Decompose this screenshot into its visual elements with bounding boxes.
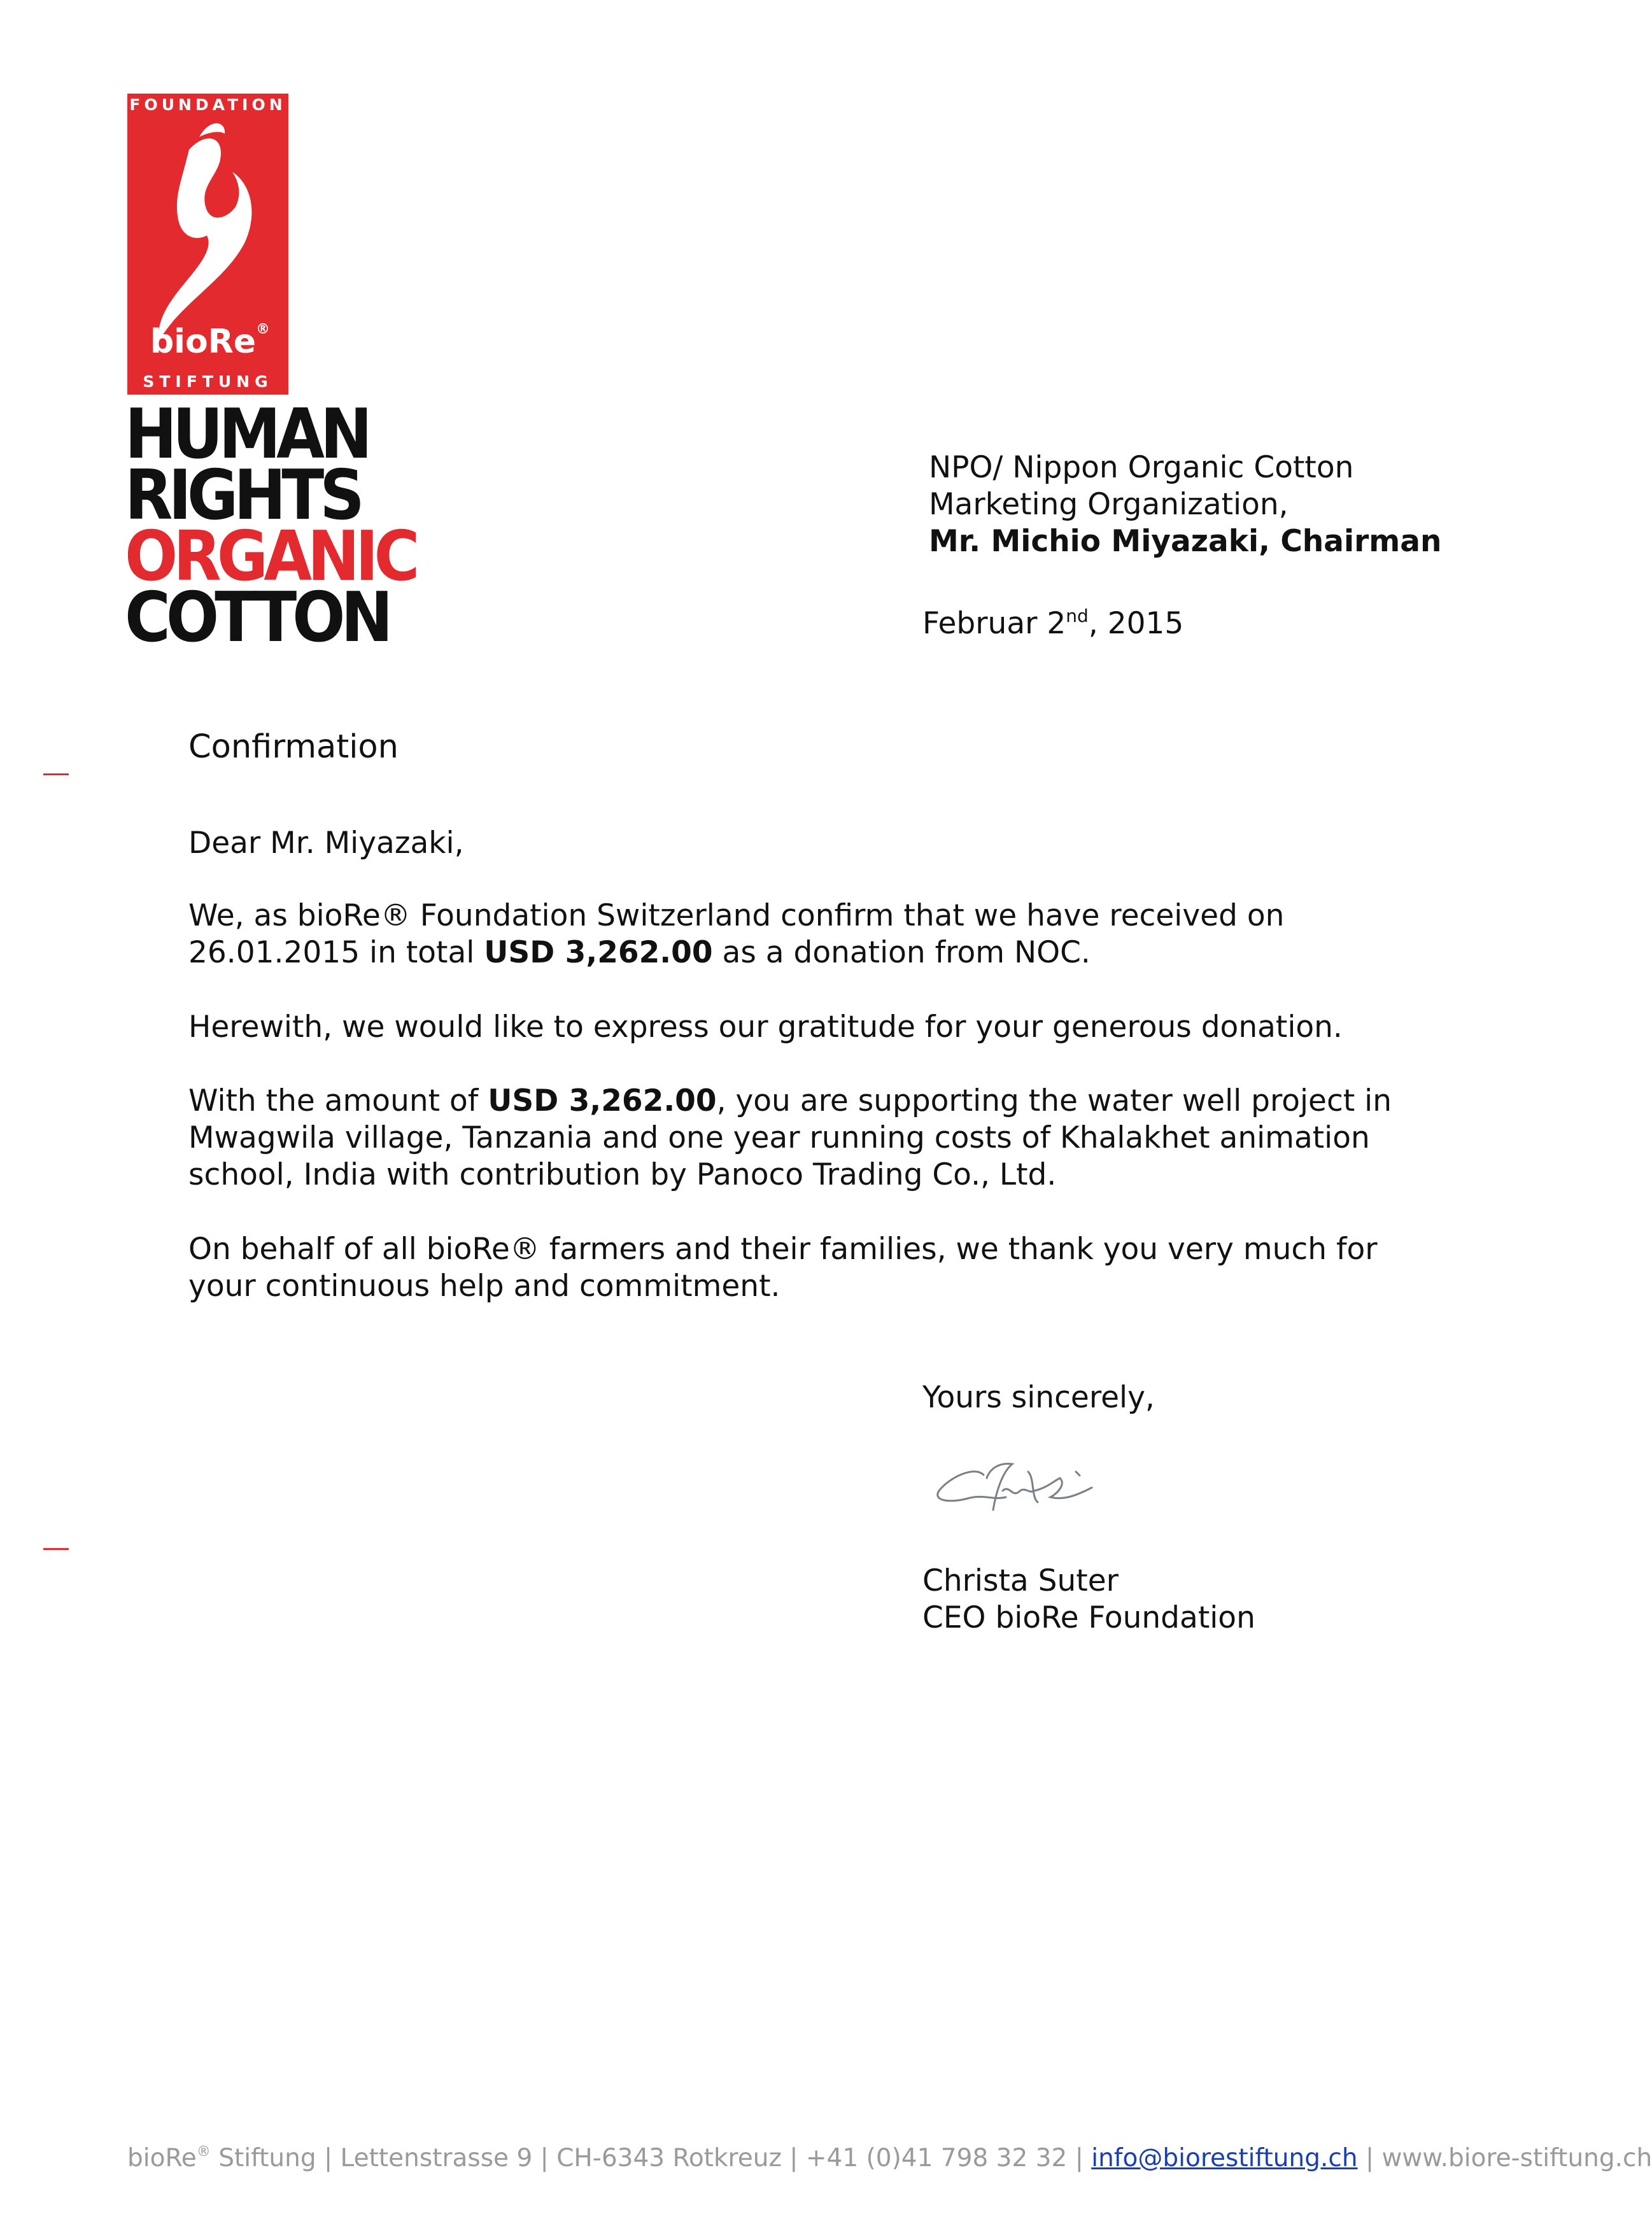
footer-email-link[interactable]: info@biorestiftung.ch bbox=[1091, 2144, 1358, 2173]
paragraph-gratitude: Herewith, we would like to express our gratitude for your generous donation. bbox=[188, 1010, 1343, 1045]
footer: bioRe® Stiftung | Lettenstrasse 9 | CH-6343 Rotkreuz | +41 (0)41 798 32 32 | info@biorestiftung.ch | www.biore-stiftung.ch bbox=[127, 2144, 1652, 2173]
recipient-line-3: Mr. Michio Miyazaki, Chairman bbox=[929, 524, 1442, 559]
letter-subject: Confirmation bbox=[188, 728, 399, 766]
paragraph-thanks: On behalf of all bioRe® farmers and their families, we thank you very much for your continuous help and commitment. bbox=[188, 1232, 1378, 1304]
donation-amount: USD 3,262.00 bbox=[484, 935, 713, 970]
letter-date: Februar 2nd, 2015 bbox=[922, 605, 1184, 641]
signature bbox=[923, 1453, 1108, 1523]
logo-brand: bioRe® bbox=[150, 321, 271, 361]
recipient-address bbox=[929, 449, 1502, 560]
paragraph-projects: With the amount of USD 3,262.00, you are supporting the water well project in Mwagwila village, Tanzania and one year running costs of Khalakhet animation school, India with contribution by Panoco Trading Co., Ltd. bbox=[188, 1083, 1392, 1192]
closing: Yours sincerely, bbox=[922, 1380, 1155, 1415]
logo-word-cotton: COTTON bbox=[125, 577, 389, 658]
donation-amount-2: USD 3,262.00 bbox=[488, 1083, 717, 1118]
salutation: Dear Mr. Miyazaki, bbox=[188, 826, 464, 861]
logo-word-human: HUMAN bbox=[125, 394, 368, 475]
logo-word-organic: ORGANIC bbox=[125, 516, 416, 597]
signer-title: CEO bioRe Foundation bbox=[922, 1600, 1255, 1635]
logo-word-rights: RIGHTS bbox=[125, 455, 360, 536]
recipient-line-1: NPO/ Nippon Organic Cotton bbox=[929, 450, 1354, 485]
logo-stiftung-text: STIFTUNG bbox=[143, 372, 273, 391]
fold-mark-bottom bbox=[43, 1548, 69, 1550]
fold-mark-top bbox=[43, 773, 69, 775]
paragraph-confirmation: We, as bioRe® Foundation Switzerland confirm that we have received on 26.01.2015 in total USD 3,262.00 as a donation from NOC. bbox=[188, 898, 1285, 970]
logo-foundation-text: FOUNDATION bbox=[129, 95, 286, 114]
recipient-line-2: Marketing Organization, bbox=[929, 487, 1288, 522]
flame-icon bbox=[131, 111, 283, 353]
signer-name: Christa Suter bbox=[922, 1563, 1119, 1598]
